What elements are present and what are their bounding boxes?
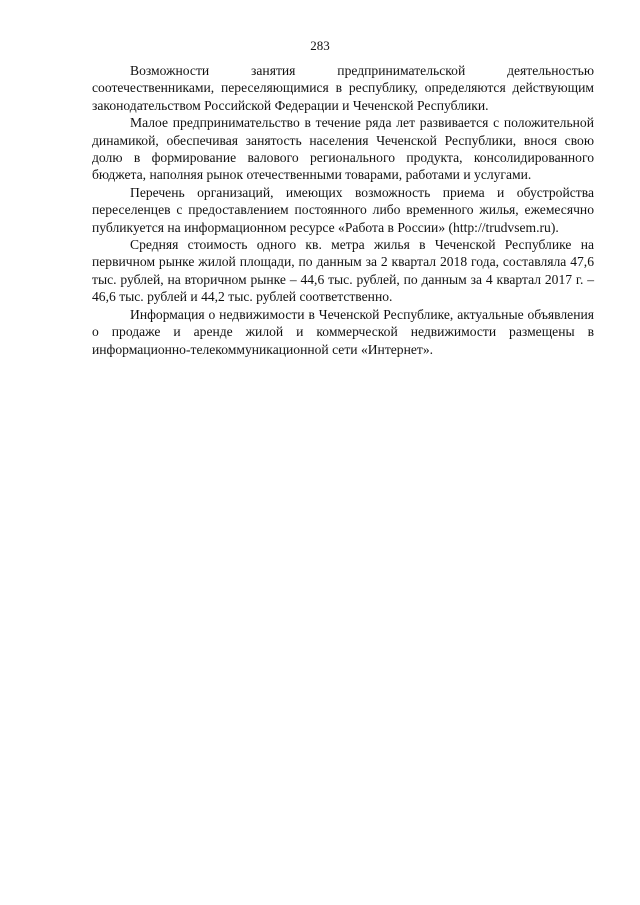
paragraph-entrepreneurship-opportunities: Возможности занятия предпринимательской деятельностью соотечественниками, переселяющимися в республику, определяются действующим законодательством Российской Федерации и Чеченской Республики. bbox=[92, 63, 594, 113]
paragraph-small-business: Малое предпринимательство в течение ряда лет развивается с положительной динамикой, обеспечивая занятость населения Чеченской Республики, внося свою долю в формирование валового регионального продукта, консолидированного бюджета, наполняя рынок отечественными товарами, работами и услугами. bbox=[92, 115, 594, 183]
paragraph-real-estate-info: Информация о недвижимости в Чеченской Республике, актуальные объявления о продаже и аренде жилой и коммерческой недвижимости размещены в информационно-телекоммуникационной сети «Интернет». bbox=[92, 306, 594, 357]
paragraph-housing-cost: Средняя стоимость одного кв. метра жилья в Чеченской Республике на первичном рынке жилой площади, по данным за 2 квартал 2018 года, составляла 47,6 тыс. рублей, на вторичном рынке – 44,6 тыс. рублей, по данным за 4 квартал 2017 г. – 46,6 тыс. рублей и 44,2 тыс. рублей соответственно. bbox=[92, 237, 594, 305]
page-number: 283 bbox=[310, 38, 330, 53]
paragraph-organizations-list: Перечень организаций, имеющих возможность приема и обустройства переселенцев с предоставлением постоянного либо временного жилья, ежемесячно публикуется на информационном ресурсе «Работа в России» (http://trudvsem.ru). bbox=[92, 184, 594, 235]
document-body bbox=[92, 62, 594, 358]
